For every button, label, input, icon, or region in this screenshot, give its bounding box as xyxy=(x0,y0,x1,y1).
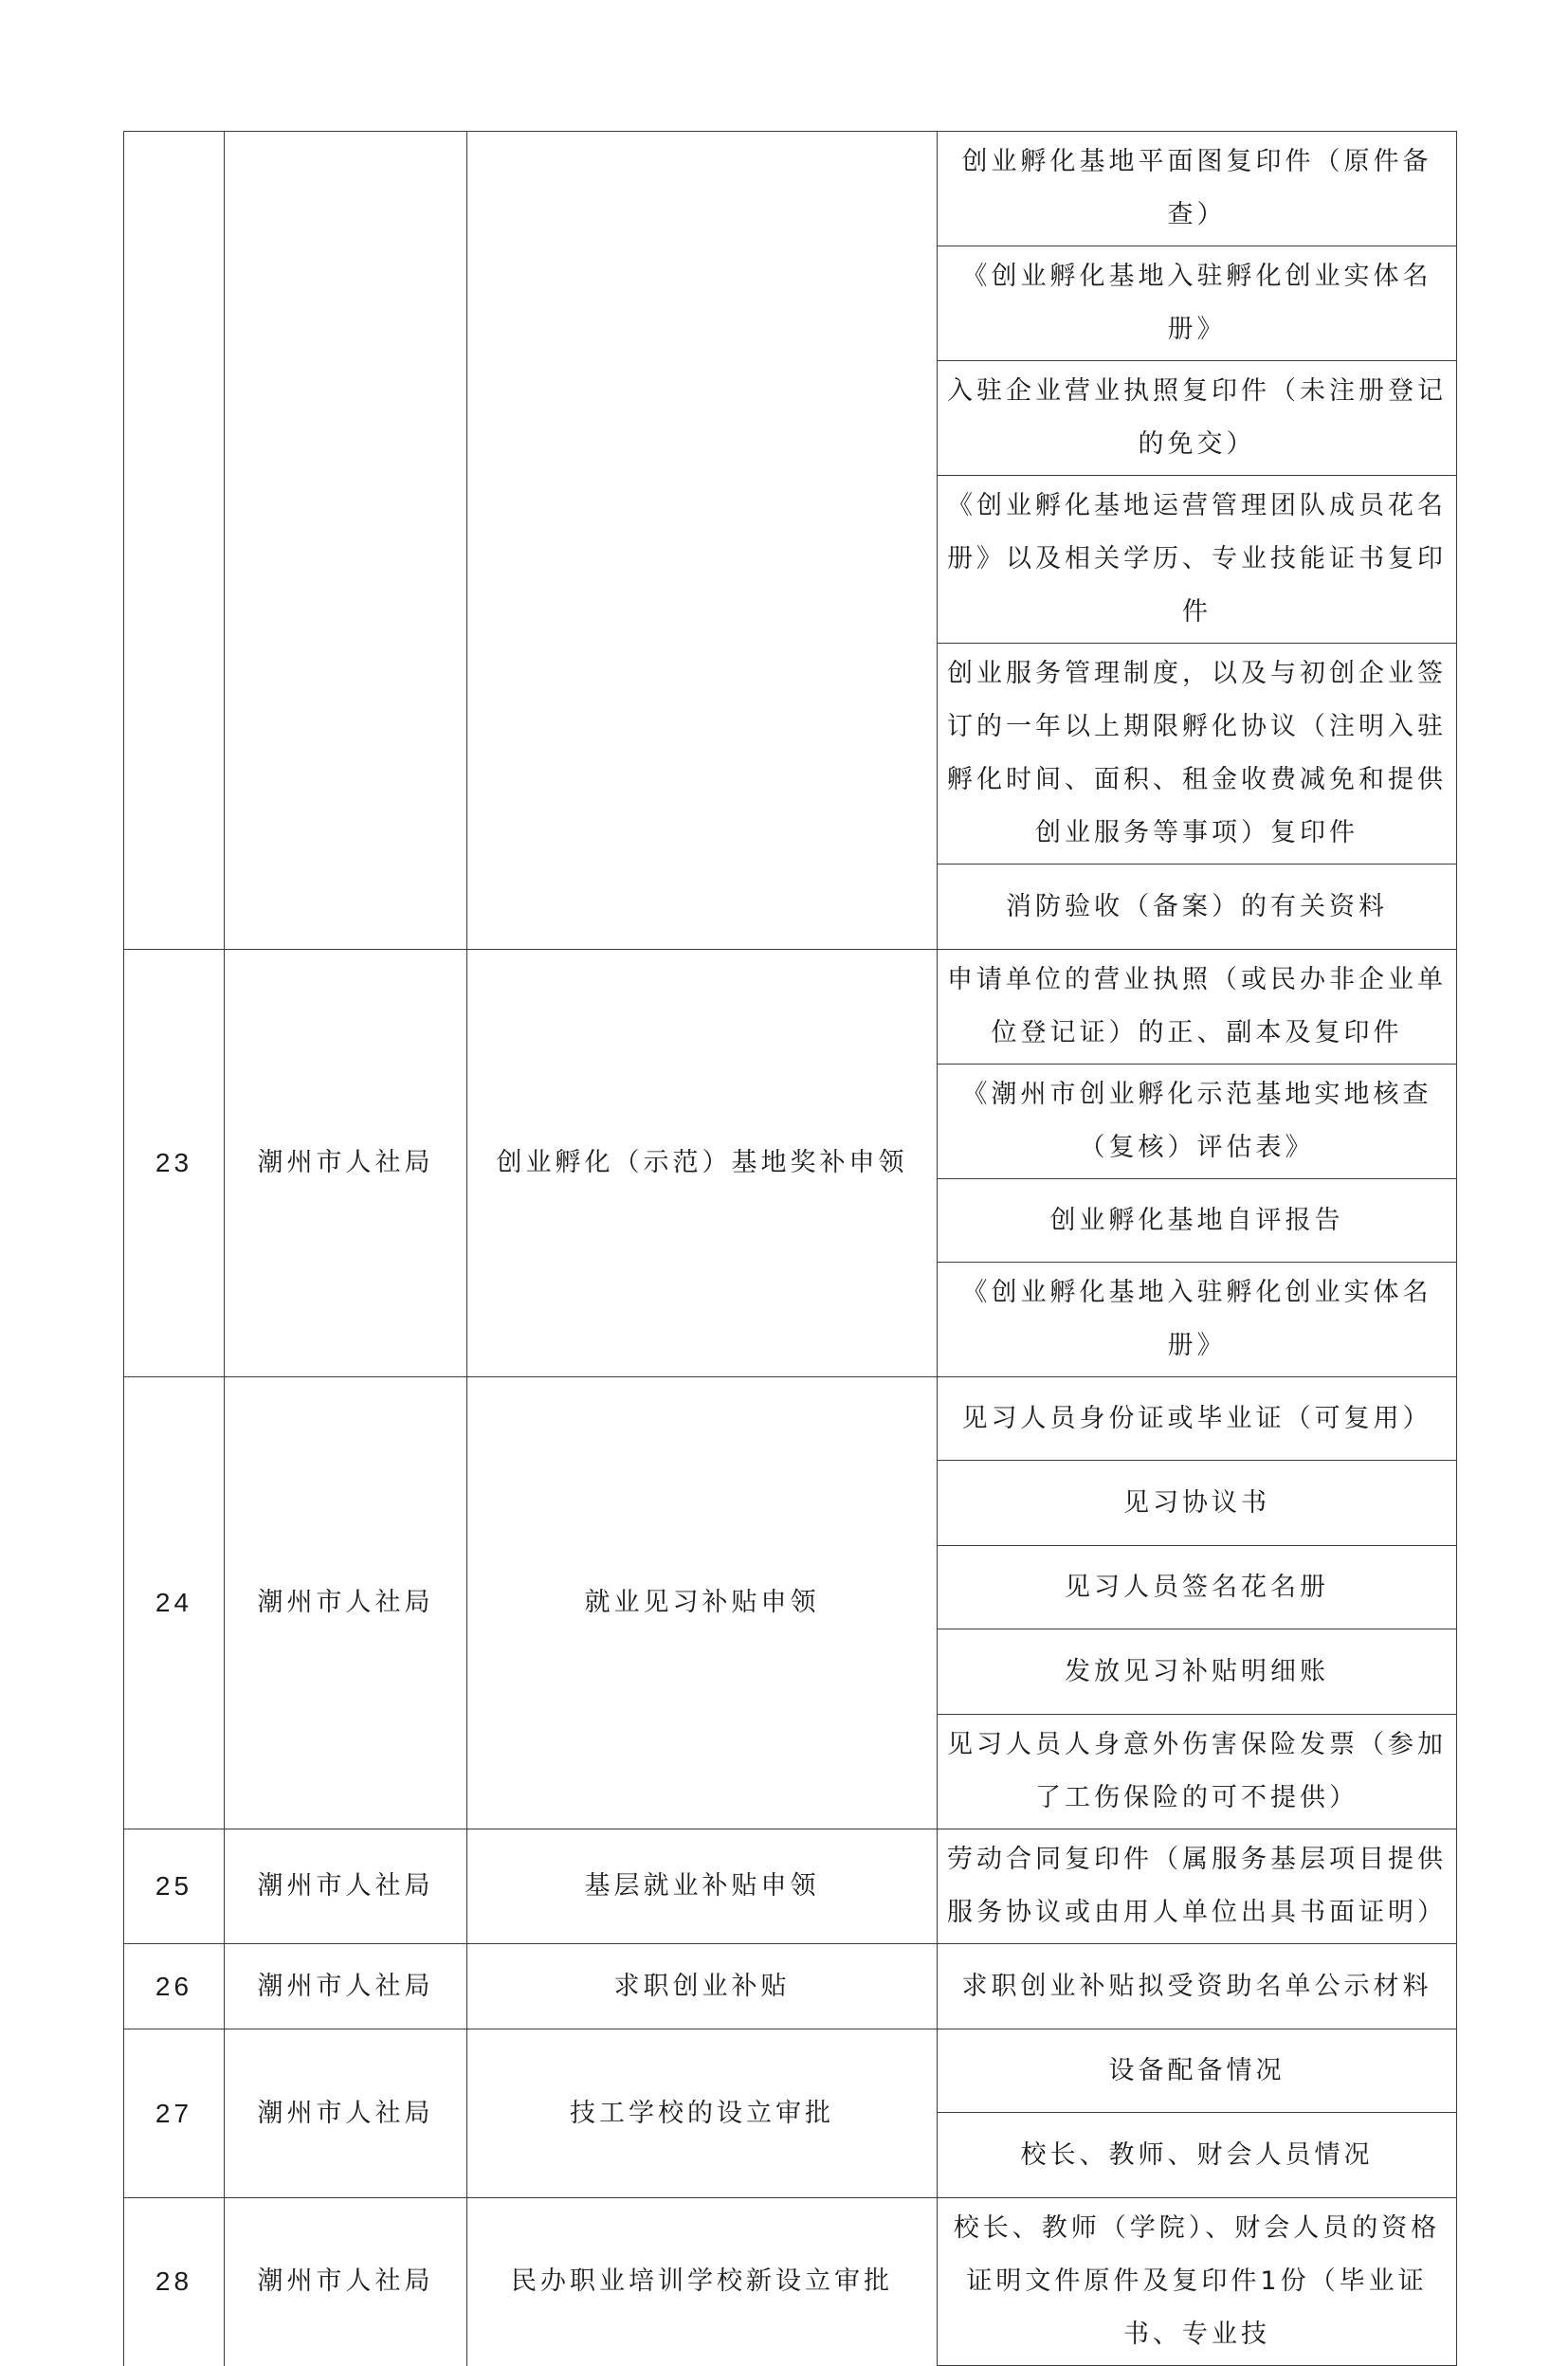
row-number-cell: 26 xyxy=(124,1944,225,2029)
item-name-cell: 就业见习补贴申领 xyxy=(467,1377,938,1829)
item-name-cell: 求职创业补贴 xyxy=(467,1944,938,2029)
table-row xyxy=(124,132,1457,246)
item-name-cell xyxy=(467,132,938,950)
row-number-cell: 25 xyxy=(124,1829,225,1944)
material-cell: 申请单位的营业执照（或民办非企业单位登记证）的正、副本及复印件 xyxy=(938,950,1457,1065)
material-cell: 见习人员签名花名册 xyxy=(938,1546,1457,1629)
material-cell: 《创业孵化基地运营管理团队成员花名册》以及相关学历、专业技能证书复印件 xyxy=(938,476,1457,644)
material-cell: 消防验收（备案）的有关资料 xyxy=(938,864,1457,950)
table-row xyxy=(124,1377,1457,1461)
table-row xyxy=(124,2029,1457,2113)
item-name-cell: 基层就业补贴申领 xyxy=(467,1829,938,1944)
materials-table xyxy=(123,131,1457,2366)
material-cell: 《潮州市创业孵化示范基地实地核查（复核）评估表》 xyxy=(938,1065,1457,1179)
row-number-cell: 24 xyxy=(124,1377,225,1829)
material-cell: 创业服务管理制度，以及与初创企业签订的一年以上期限孵化协议（注明入驻孵化时间、面积、租金收费减免和提供创业服务等事项）复印件 xyxy=(938,644,1457,864)
item-name-cell: 创业孵化（示范）基地奖补申领 xyxy=(467,950,938,1377)
material-cell: 《创业孵化基地入驻孵化创业实体名册》 xyxy=(938,1263,1457,1377)
material-cell: 校长、教师、财会人员情况 xyxy=(938,2113,1457,2198)
department-cell: 潮州市人社局 xyxy=(225,2198,467,2366)
item-name-cell: 民办职业培训学校新设立审批 xyxy=(467,2198,938,2366)
material-cell: 见习人员人身意外伤害保险发票（参加了工伤保险的可不提供） xyxy=(938,1715,1457,1829)
department-cell: 潮州市人社局 xyxy=(225,1377,467,1829)
material-cell: 校长、教师（学院）、财会人员的资格证明文件原件及复印件1份（毕业证书、专业技 xyxy=(938,2198,1457,2366)
table-row xyxy=(124,2198,1457,2366)
material-cell: 创业孵化基地自评报告 xyxy=(938,1179,1457,1263)
department-cell: 潮州市人社局 xyxy=(225,2029,467,2198)
material-cell: 见习人员身份证或毕业证（可复用） xyxy=(938,1377,1457,1461)
row-number-cell: 27 xyxy=(124,2029,225,2198)
material-cell: 发放见习补贴明细账 xyxy=(938,1629,1457,1715)
row-number-cell: 28 xyxy=(124,2198,225,2366)
department-cell xyxy=(225,132,467,950)
table-row xyxy=(124,950,1457,1065)
table-row xyxy=(124,1944,1457,2029)
material-cell: 求职创业补贴拟受资助名单公示材料 xyxy=(938,1944,1457,2029)
material-cell: 劳动合同复印件（属服务基层项目提供服务协议或由用人单位出具书面证明） xyxy=(938,1829,1457,1944)
material-cell: 创业孵化基地平面图复印件（原件备查） xyxy=(938,132,1457,246)
material-cell: 见习协议书 xyxy=(938,1461,1457,1546)
material-cell: 入驻企业营业执照复印件（未注册登记的免交） xyxy=(938,361,1457,476)
material-cell: 《创业孵化基地入驻孵化创业实体名册》 xyxy=(938,246,1457,361)
material-cell: 设备配备情况 xyxy=(938,2029,1457,2113)
table-row xyxy=(124,1829,1457,1944)
item-name-cell: 技工学校的设立审批 xyxy=(467,2029,938,2198)
department-cell: 潮州市人社局 xyxy=(225,1944,467,2029)
department-cell: 潮州市人社局 xyxy=(225,950,467,1377)
row-number-cell xyxy=(124,132,225,950)
row-number-cell: 23 xyxy=(124,950,225,1377)
department-cell: 潮州市人社局 xyxy=(225,1829,467,1944)
